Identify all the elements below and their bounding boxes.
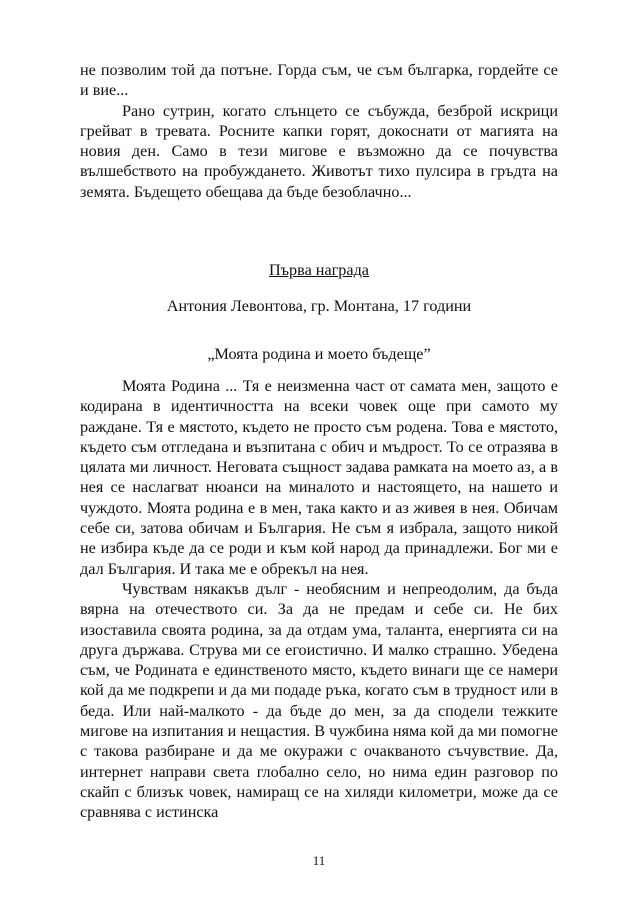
award-title: Първа награда xyxy=(268,261,369,279)
essay-paragraph-2: Чувствам някакъв дълг - необясним и непреодолим, да бъда вярна на отечеството си. За да не предам и себе си. Не бих изоставила своята родина, за да отдам ума, таланта, енергията си на друга държава. Струва ми се егоистично. И малко страшно. Убедена съм, че Родината е единственото място, където винаги ще се намери кой да ме подкрепи и да ми подаде ръка, когато съм в трудност или в беда. Или най-малкото - да бъде до мен, за да сподели тежките мигове на изпитания и нещастия. В чужбина няма кой да ми помогне с такова разбиране и да ме окуражи с очакваното съчувствие. Да, интернет направи света глобално село, но нима един разговор по скайп с близък човек, намиращ се на хиляди километри, може да се сравнява с истинска xyxy=(80,579,558,822)
page-number: 11 xyxy=(312,853,326,868)
intro-section xyxy=(80,60,558,202)
author-line-wrap xyxy=(80,296,558,316)
author-line: Антония Левонтова, гр. Монтана, 17 години xyxy=(166,297,472,315)
award-heading xyxy=(80,260,558,280)
essay-paragraph-1: Моята Родина ... Тя е неизменна част от самата мен, защото е кодирана в идентичността на всеки човек още при самото му раждане. Тя е мястото, където не просто съм родена. Това е мястото, където съм отгледана и възпитана с обич и мъдрост. То се отразява в цялата ми личност. Неговата същност задава рамката на моето аз, а в нея се наслагват нюанси на миналото и настоящето, на нашето и чуждото. Моята родина е в мен, така както и аз живея в нея. Обичам себе си, затова обичам и България. Не съм я избрала, защото никой не избира къде да се роди и към кой народ да принадлежи. Бог ми е дал България. И така ме е обрекъл на нея. xyxy=(80,377,558,578)
essay-body xyxy=(80,376,558,823)
work-title: „Моята родина и моето бъдеще” xyxy=(207,345,431,363)
intro-paragraph-1: не позволим той да потъне. Горда съм, че съм българка, гордейте се и вие... xyxy=(80,61,558,100)
intro-paragraph-2: Рано сутрин, когато слънцето се събужда, безброй искрици грейват в тревата. Росните капки горят, докоснати от магията на новия ден. Само в тези мигове е възможно да се почувства вълшебството на пробуждането. Животът тихо пулсира в гръдта на земята. Бъдещето обещава да бъде безоблачно... xyxy=(80,101,558,201)
work-title-wrap xyxy=(80,344,558,364)
